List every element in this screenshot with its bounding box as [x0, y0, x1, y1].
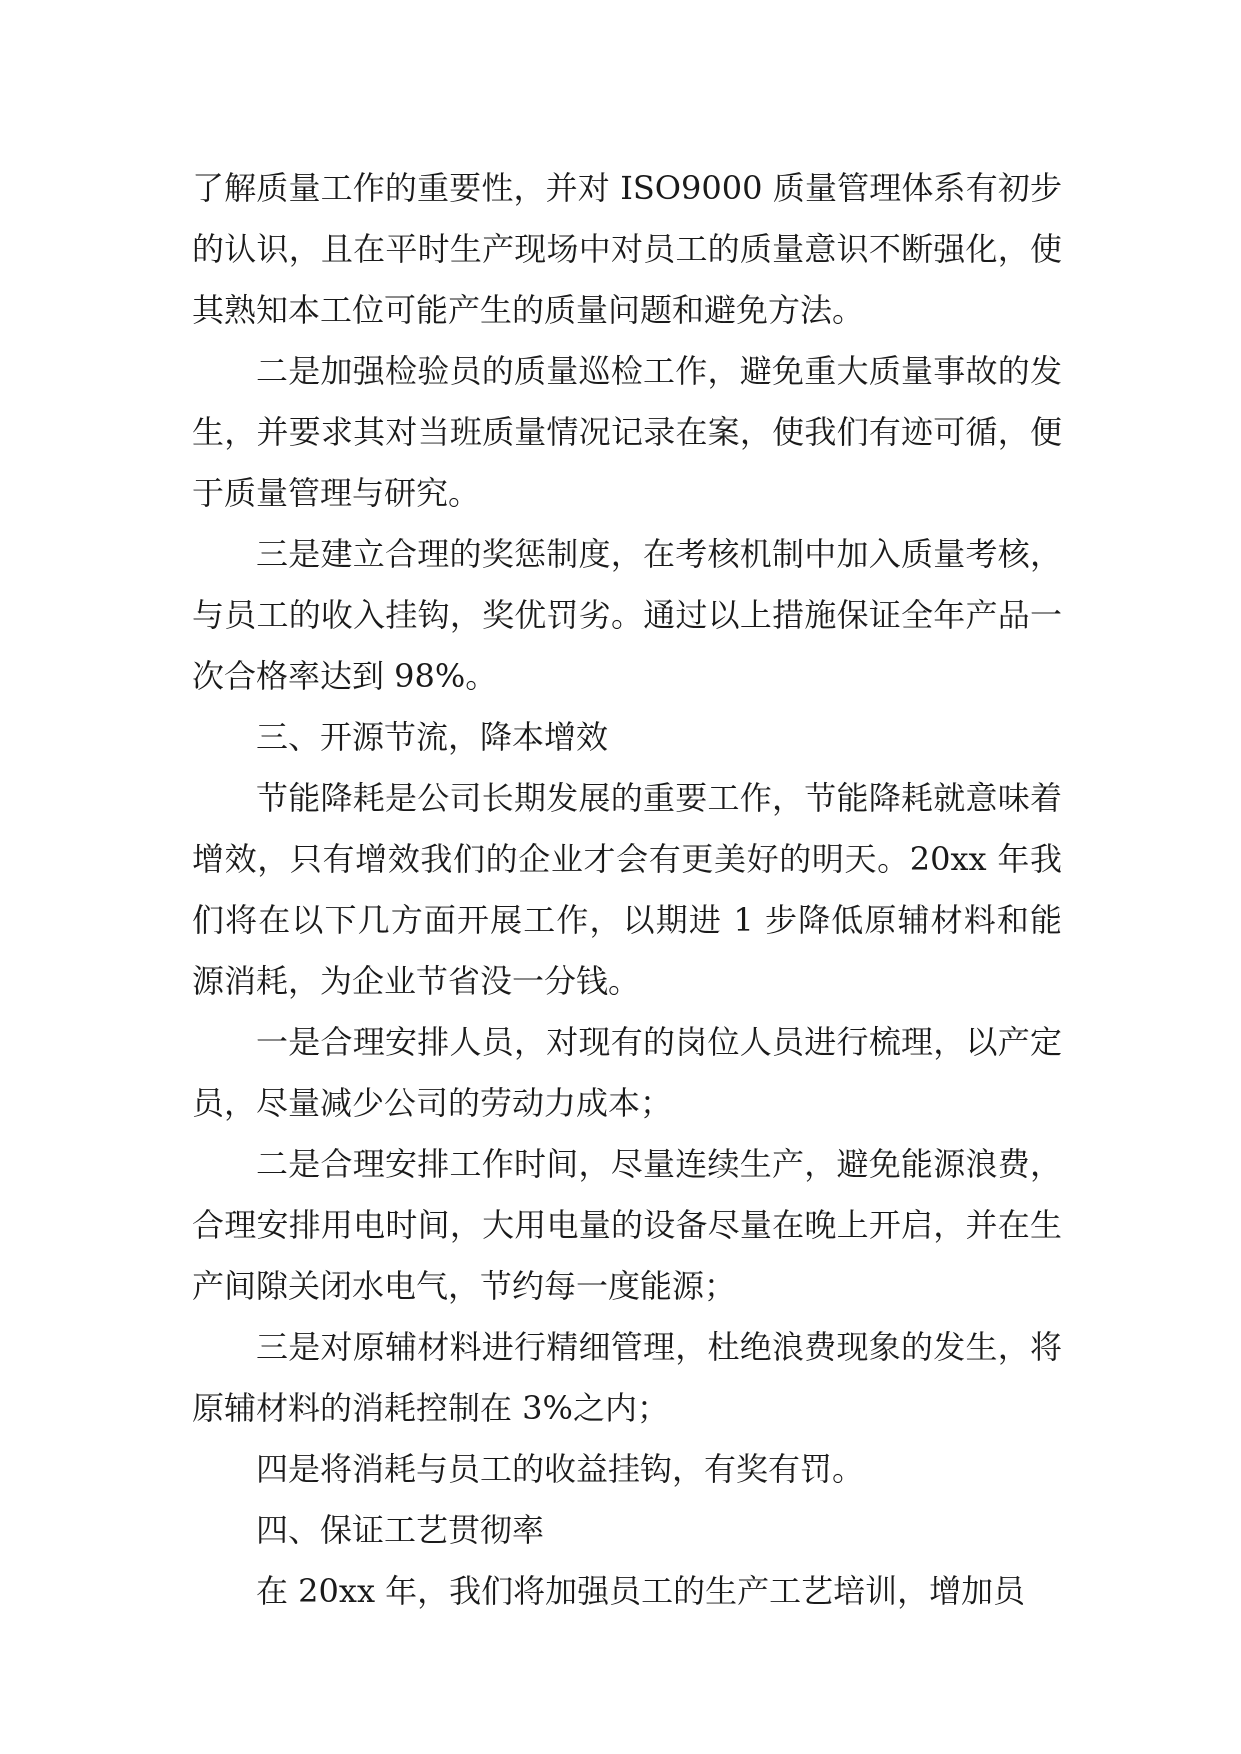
paragraph-work-schedule: 二是合理安排工作时间，尽量连续生产，避免能源浪费，合理安排用电时间，大用电量的设备尽量在晚上开启，并在生产间隙关闭水电气，节约每一度能源；: [192, 1145, 1062, 1305]
paragraph-staffing: 一是合理安排人员，对现有的岗位人员进行梳理，以产定员，尽量减少公司的劳动力成本；: [192, 1023, 1062, 1122]
paragraph-energy-saving: 节能降耗是公司长期发展的重要工作，节能降耗就意味着增效，只有增效我们的企业才会有更美好的明天。20xx 年我们将在以下几方面开展工作，以期进 1 步降低原辅材料和能源消耗，为企业节省没一分钱。: [192, 779, 1062, 1000]
paragraph-consumption-incentive: 四是将消耗与员工的收益挂钩，有奖有罚。: [256, 1450, 865, 1488]
paragraph-process-training: 在 20xx 年，我们将加强员工的生产工艺培训，增加员: [256, 1572, 1026, 1610]
section-heading-process-compliance: 四、保证工艺贯彻率: [256, 1511, 545, 1549]
document-body: [192, 158, 1062, 1622]
paragraph-material-management: 三是对原辅材料进行精细管理，杜绝浪费现象的发生，将原辅材料的消耗控制在 3%之内；: [192, 1328, 1062, 1427]
paragraph-reward-penalty: 三是建立合理的奖惩制度，在考核机制中加入质量考核，与员工的收入挂钩，奖优罚劣。通过以上措施保证全年产品一次合格率达到 98%。: [192, 535, 1062, 695]
paragraph-inspection: 二是加强检验员的质量巡检工作，避免重大质量事故的发生，并要求其对当班质量情况记录在案，使我们有迹可循，便于质量管理与研究。: [192, 352, 1062, 512]
section-heading-cost-saving: 三、开源节流，降本增效: [256, 718, 609, 756]
paragraph-quality-awareness: 了解质量工作的重要性，并对 ISO9000 质量管理体系有初步的认识，且在平时生产现场中对员工的质量意识不断强化，使其熟知本工位可能产生的质量问题和避免方法。: [192, 169, 1062, 329]
